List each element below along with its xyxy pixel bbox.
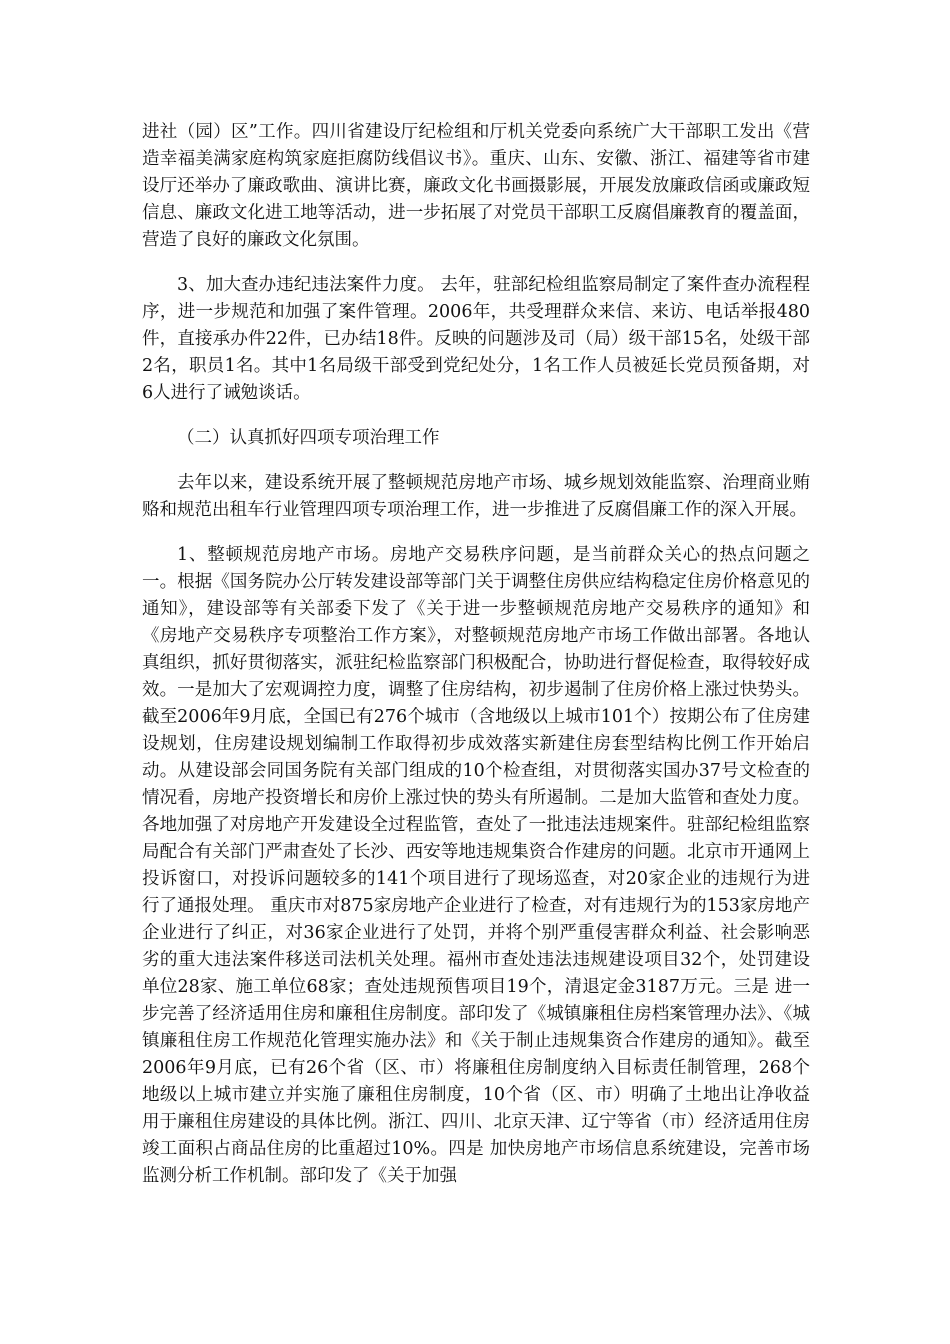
paragraph-real-estate-market: 1、整顿规范房地产市场。房地产交易秩序问题，是当前群众关心的热点问题之一。根据《国务院办公厅转发建设部等部门关于调整住房供应结构稳定住房价格意见的通知》，建设部等有关部委下发了《关于进一步整顿规范房地产交易秩序的通知》和《房地产交易秩序专项整治工作方案》，对整顿规范房地产市场工作做出部署。各地认真组织，抓好贯彻落实，派驻纪检监察部门积极配合，协助进行督促检查，取得较好成效。一是加大了宏观调控力度，调整了住房结构，初步遏制了住房价格上涨过快势头。截至2006年9月底，全国已有276个城市（含地级以上城市101个）按期公布了住房建设规划，住房建设规划编制工作取得初步成效落实新建住房套型结构比例工作开始启动。从建设部会同国务院有关部门组成的10个检查组，对贯彻落实国办37号文检查的情况看，房地产投资增长和房价上涨过快的势头有所遏制。二是加大监管和查处力度。各地加强了对房地产开发建设全过程监管，查处了一批违法违规案件。驻部纪检组监察局配合有关部门严肃查处了长沙、西安等地违规集资合作建房的问题。北京市开通网上投诉窗口，对投诉问题较多的141个项目进行了现场巡查，对20家企业的违规行为进行了通报处理。 重庆市对875家房地产企业进行了检查，对有违规行为的153家房地产企业进行了纠正，对36家企业进行了处罚，并将个别严重侵害群众利益、社会影响恶劣的重大违法案件移送司法机关处理。福州市查处违法违规建设项目32个，处罚建设单位28家、施工单位68家；查处违规预售项目19个，清退定金3187万元。三是 进一步完善了经济适用住房和廉租住房制度。部印发了《城镇廉租住房档案管理办法》、《城镇廉租住房工作规范化管理实施办法》和《关于制止违规集资合作建房的通知》。截至2006年9月底，已有26个省（区、市）将廉租住房制度纳入目标责任制管理，268个地级以上城市建立并实施了廉租住房制度，10个省（区、市）明确了土地出让净收益用于廉租住房建设的具体比例。浙江、四川、北京天津、辽宁等省（市）经济适用住房竣工面积占商品住房的比重超过10%。四是 加快房地产市场信息系统建设，完善市场监测分析工作机制。部印发了《关于加强 [142, 545, 810, 1186]
paragraph-case-investigation: 3、加大查办违纪违法案件力度。 去年，驻部纪检组监察局制定了案件查办流程程序，进一步规范和加强了案件管理。2006年，共受理群众来信、来访、电话举报480件，直接承办件22件，已办结18件。反映的问题涉及司（局）级干部15名，处级干部2名，职员1名。其中1名局级干部受到党纪处分，1名工作人员被延长党员预备期，对6人进行了诫勉谈话。 [142, 275, 810, 403]
paragraph-special-governance-intro: 去年以来，建设系统开展了整顿规范房地产市场、城乡规划效能监察、治理商业贿赂和规范出租车行业管理四项专项治理工作，进一步推进了反腐倡廉工作的深入开展。 [142, 473, 810, 520]
paragraph-continuation: 进社（园）区”工作。四川省建设厅纪检组和厅机关党委向系统广大干部职工发出《营造幸福美满家庭构筑家庭拒腐防线倡议书》。重庆、山东、安徽、浙江、福建等省市建设厅还举办了廉政歌曲、演讲比赛，廉政文化书画摄影展，开展发放廉政信函或廉政短信息、廉政文化进工地等活动，进一步拓展了对党员干部职工反腐倡廉教育的覆盖面，营造了良好的廉政文化氛围。 [142, 122, 810, 250]
section-heading: （二）认真抓好四项专项治理工作 [177, 428, 440, 448]
document-body [142, 119, 810, 1190]
